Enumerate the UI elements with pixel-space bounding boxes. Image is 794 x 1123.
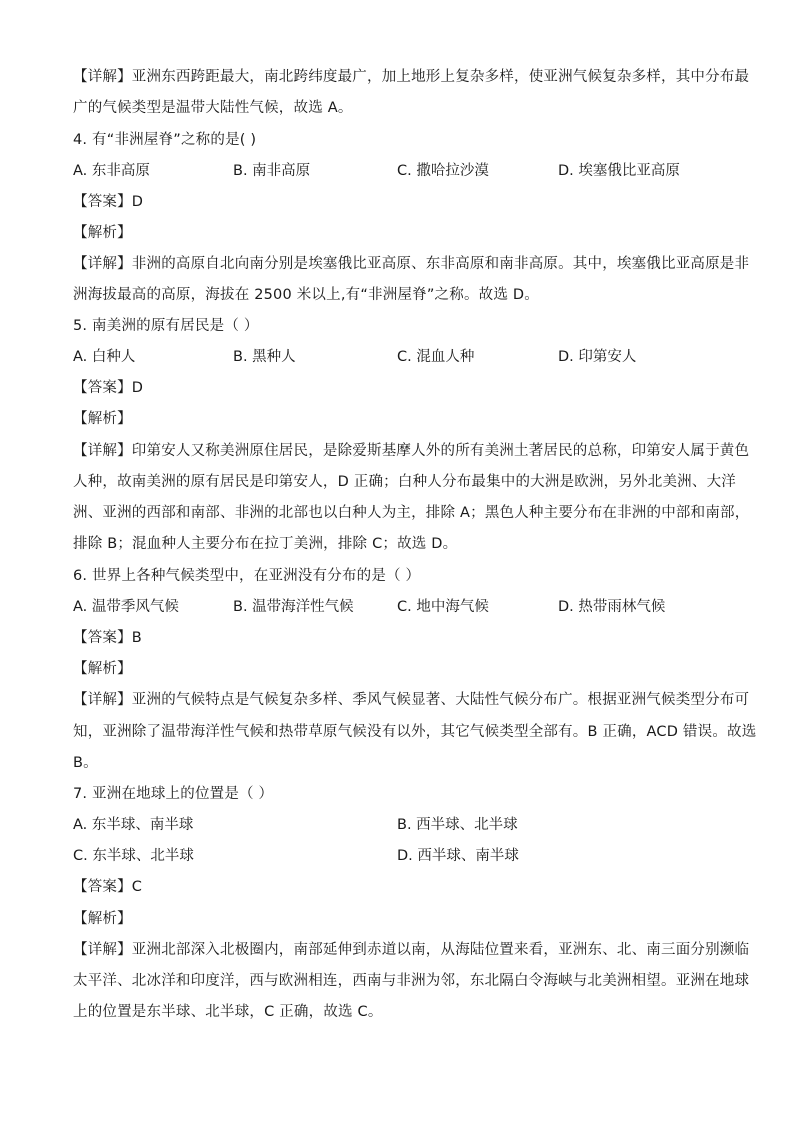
q5-answer: 【答案】D bbox=[73, 380, 144, 396]
q4-option-d: D. 埃塞俄比亚高原 bbox=[558, 163, 680, 179]
q5-option-a: A. 白种人 bbox=[73, 349, 136, 365]
q7-option-a: A. 东半球、南半球 bbox=[73, 817, 194, 833]
q6-analysis-label: 【解析】 bbox=[73, 661, 132, 677]
q5-option-b: B. 黑种人 bbox=[233, 349, 296, 365]
q7-stem: 7. 亚洲在地球上的位置是（ ） bbox=[73, 786, 274, 802]
prev-detail-line-2: 广的气候类型是温带大陆性气候，故选 A。 bbox=[73, 100, 353, 116]
q7-detail-line-2: 太平洋、北冰洋和印度洋，西与欧洲相连，西南与非洲为邻，东北隔白令海峡与北美洲相望。亚洲在地球 bbox=[73, 973, 750, 989]
q4-option-a: A. 东非高原 bbox=[73, 163, 150, 179]
q7-detail-line-1: 【详解】亚洲北部深入北极圈内，南部延伸到赤道以南，从海陆位置来看，亚洲东、北、南三面分别濒临 bbox=[73, 942, 750, 958]
q6-answer: 【答案】B bbox=[73, 630, 142, 646]
q4-analysis-label: 【解析】 bbox=[73, 225, 132, 241]
q6-stem: 6. 世界上各种气候类型中，在亚洲没有分布的是（ ） bbox=[73, 568, 421, 584]
q7-detail-line-3: 上的位置是东半球、北半球，C 正确，故选 C。 bbox=[73, 1004, 383, 1020]
prev-detail-line-1: 【详解】亚洲东西跨距最大，南北跨纬度最广，加上地形上复杂多样，使亚洲气候复杂多样，其中分布最 bbox=[73, 69, 750, 85]
q4-option-b: B. 南非高原 bbox=[233, 163, 311, 179]
q4-detail-line-2: 洲海拔最高的高原，海拔在 2500 米以上,有“非洲屋脊”之称。故选 D。 bbox=[73, 287, 539, 303]
q6-option-b: B. 温带海洋性气候 bbox=[233, 599, 354, 615]
q4-stem: 4. 有“非洲屋脊”之称的是( ) bbox=[73, 132, 257, 148]
q4-detail-line-1: 【详解】非洲的高原自北向南分别是埃塞俄比亚高原、东非高原和南非高原。其中，埃塞俄比亚高原是非 bbox=[73, 256, 750, 272]
q5-detail-line-3: 洲、亚洲的西部和南部、非洲的北部也以白种人为主，排除 A；黑色人种主要分布在非洲的中部和南部， bbox=[73, 505, 750, 521]
q4-option-c: C. 撒哈拉沙漠 bbox=[397, 163, 489, 179]
q5-detail-line-4: 排除 B；混血种人主要分布在拉丁美洲，排除 C；故选 D。 bbox=[73, 536, 458, 552]
q4-answer: 【答案】D bbox=[73, 194, 144, 210]
q5-detail-line-1: 【详解】印第安人又称美洲原住居民，是除爱斯基摩人外的所有美洲土著居民的总称，印第安人属于黄色 bbox=[73, 443, 750, 459]
q7-analysis-label: 【解析】 bbox=[73, 911, 132, 927]
q5-detail-line-2: 人种，故南美洲的原有居民是印第安人，D 正确；白种人分布最集中的大洲是欧洲，另外北美洲、大洋 bbox=[73, 474, 736, 490]
q7-option-c: C. 东半球、北半球 bbox=[73, 848, 194, 864]
q7-option-b: B. 西半球、北半球 bbox=[397, 817, 518, 833]
q5-stem: 5. 南美洲的原有居民是（ ） bbox=[73, 318, 259, 334]
q7-answer: 【答案】C bbox=[73, 879, 143, 895]
q6-detail-line-2: 知，亚洲除了温带海洋性气候和热带草原气候没有以外，其它气候类型全部有。B 正确，ACD 错误。故选 bbox=[73, 724, 757, 740]
q5-analysis-label: 【解析】 bbox=[73, 411, 132, 427]
q6-detail-line-3: B。 bbox=[73, 755, 98, 771]
q6-option-c: C. 地中海气候 bbox=[397, 599, 489, 615]
q5-option-c: C. 混血人种 bbox=[397, 349, 475, 365]
q6-option-d: D. 热带雨林气候 bbox=[558, 599, 666, 615]
q7-option-d: D. 西半球、南半球 bbox=[397, 848, 519, 864]
q6-option-a: A. 温带季风气候 bbox=[73, 599, 179, 615]
q5-option-d: D. 印第安人 bbox=[558, 349, 637, 365]
q6-detail-line-1: 【详解】亚洲的气候特点是气候复杂多样、季风气候显著、大陆性气候分布广。根据亚洲气候类型分布可 bbox=[73, 692, 750, 708]
